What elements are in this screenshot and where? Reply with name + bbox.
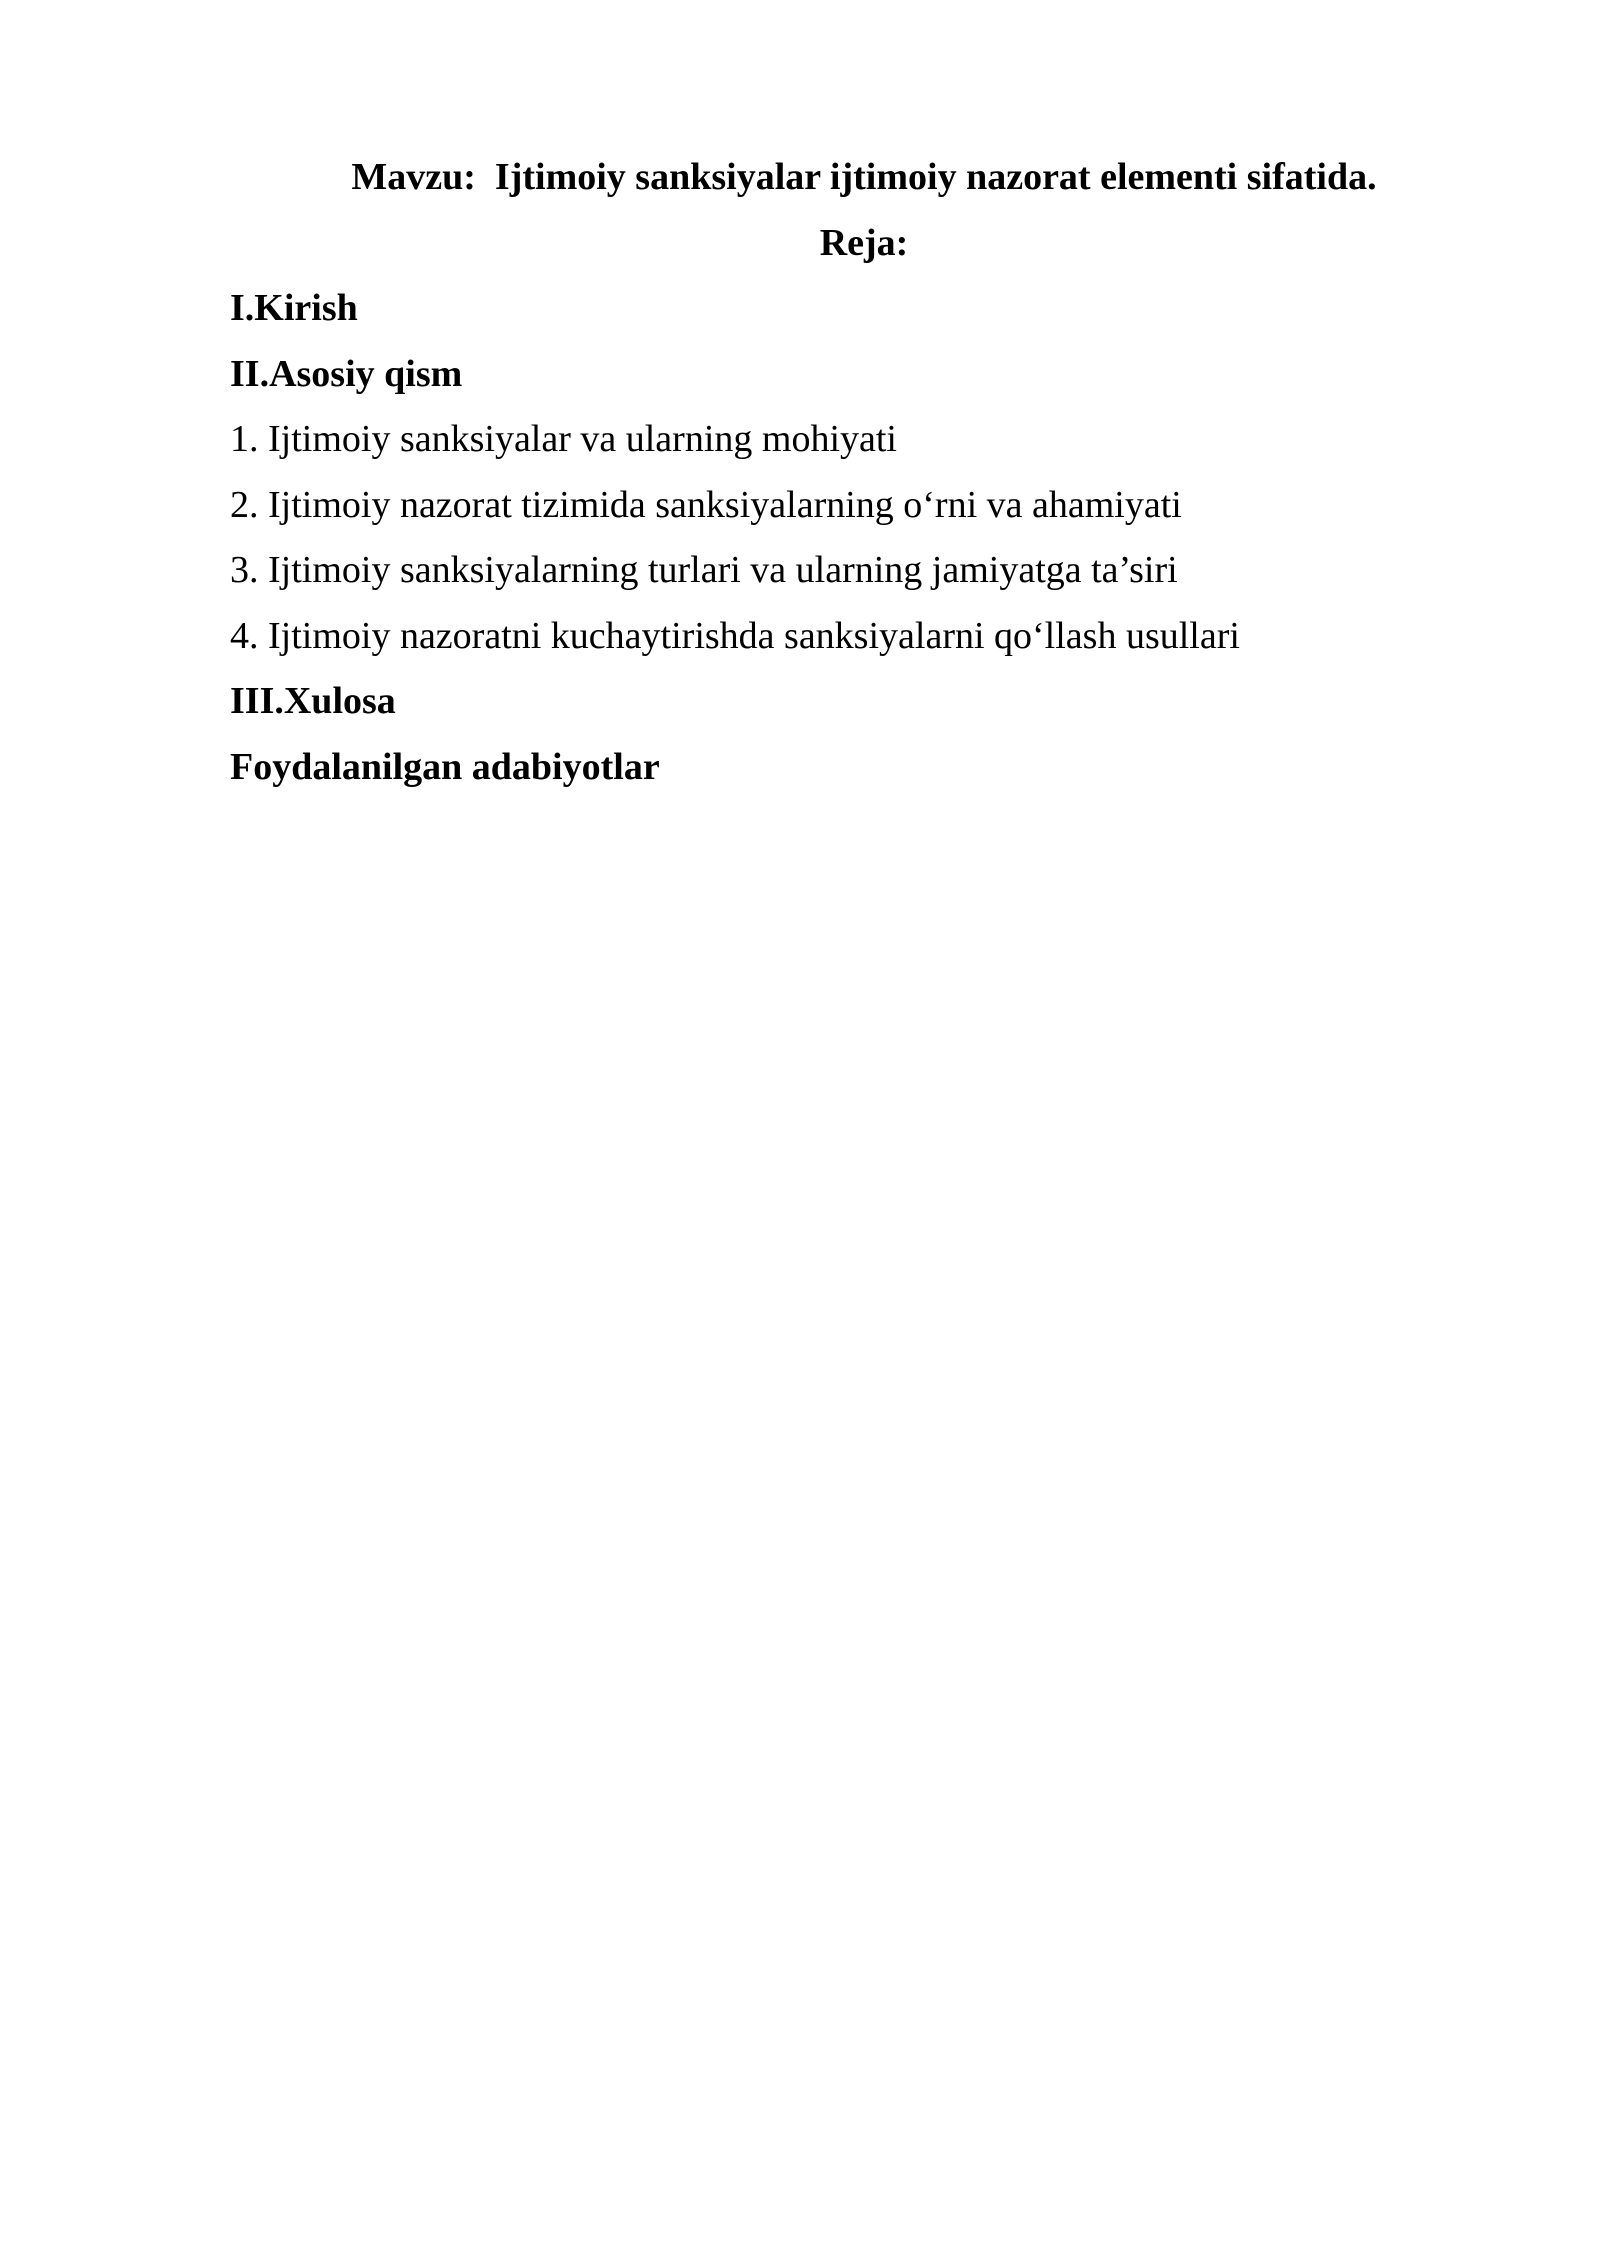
- plan-heading: Reja:: [819, 221, 909, 264]
- plan-section-conclusion: III.Xulosa: [230, 680, 396, 722]
- plan-item: 2. Ijtimoiy nazorat tizimida sanksiyalarning o‘rni va ahamiyati: [230, 483, 1182, 526]
- plan-section-references: Foydalanilgan adabiyotlar: [230, 745, 660, 788]
- document-title: Mavzu: Ijtimoiy sanksiyalar ijtimoiy nazorat elementi sifatida.: [351, 156, 1377, 198]
- plan-section-introduction: I.Kirish: [230, 287, 358, 329]
- plan-list: [230, 276, 1498, 800]
- plan-section-main-part: II.Asosiy qism: [230, 352, 463, 395]
- plan-item: 3. Ijtimoiy sanksiyalarning turlari va ularning jamiyatga ta’siri: [230, 549, 1178, 591]
- plan-item: 1. Ijtimoiy sanksiyalar va ularning mohiyati: [230, 418, 897, 460]
- plan-item: 4. Ijtimoiy nazoratni kuchaytirishda sanksiyalarni qo‘llash usullari: [230, 614, 1240, 657]
